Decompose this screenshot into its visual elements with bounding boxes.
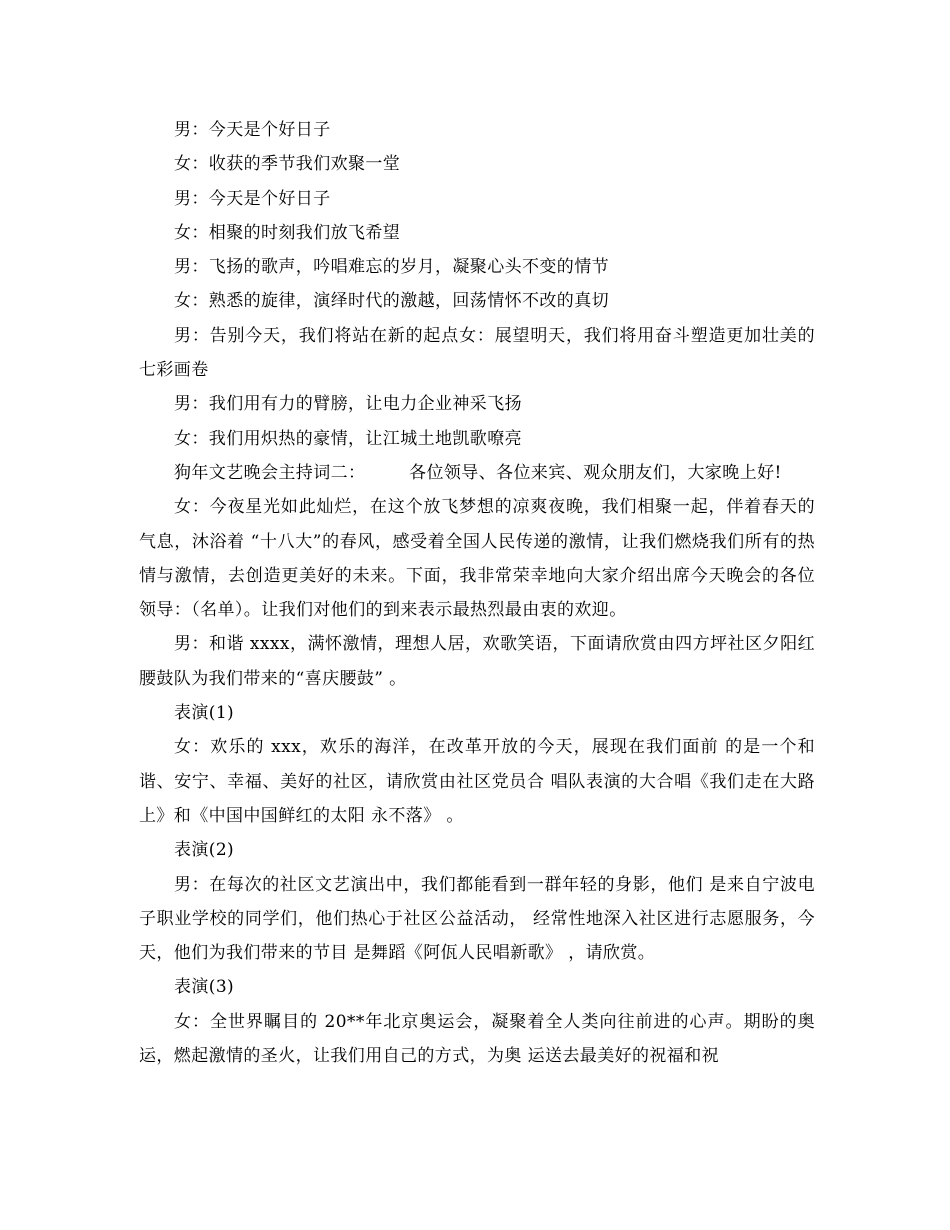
dialogue-line: 女：相聚的时刻我们放飞希望 bbox=[174, 222, 401, 243]
dialogue-line: 男：今天是个好日子 bbox=[174, 188, 331, 209]
section-heading: 狗年文艺晚会主持词二： 各位领导、各位来宾、观众朋友们，大家晚上好! bbox=[174, 462, 782, 483]
dialogue-line: 女：我们用炽热的豪情，让江城土地凯歌嘹亮 bbox=[174, 428, 522, 449]
dialogue-line: 男：飞扬的歌声，吟唱难忘的岁月，凝聚心头不变的情节 bbox=[174, 257, 609, 278]
dialogue-line: 男：在每次的社区文艺演出中，我们都能看到一群年轻的身影，他们 是来自宁波电子职业学校的同学们，他们热心于社区公益活动， 经常性地深入社区进行志愿服务，今天，他们为我们带来的节目 是舞蹈《阿佤人民唱新歌》 ，请欣赏。 bbox=[139, 874, 815, 964]
dialogue-line: 女：全世界瞩目的 20**年北京奥运会，凝聚着全人类向往前进的心声。期盼的奥运，燃起激情的圣火，让我们用自己的方式，为奥 运送去最美好的祝福和祝 bbox=[139, 1011, 815, 1067]
performance-label: 表演(2) bbox=[174, 840, 235, 861]
dialogue-line: 男：今天是个好日子 bbox=[174, 120, 331, 140]
dialogue-line: 女：今夜星光如此灿烂，在这个放飞梦想的凉爽夜晚，我们相聚一起，伴着春天的气息，沐浴着 “十八大”的春风，感受着全国人民传递的激情，让我们燃烧我们所有的热情与激情，去创造更美好的未来。下面，我非常荣幸地向大家介绍出席今天晚会的各位领导：（名单）。让我们对他们的到来表示最热烈最由衷的欢迎。 bbox=[139, 497, 815, 621]
dialogue-line: 女：熟悉的旋律，演绎时代的激越，回荡情怀不改的真切 bbox=[174, 291, 609, 312]
dialogue-line: 女：欢乐的 xxx，欢乐的海洋，在改革开放的今天，展现在我们面前 的是一个和谐、安宁、幸福、美好的社区，请欣赏由社区党员合 唱队表演的大合唱《我们走在大路上》和《中国中国鲜红的太阳 永不落》 。 bbox=[139, 737, 815, 826]
document-body bbox=[139, 113, 815, 1073]
dialogue-line: 男：告别今天，我们将站在新的起点女：展望明天，我们将用奋斗塑造更加壮美的七彩画卷 bbox=[139, 325, 815, 381]
dialogue-line: 男：和谐 xxxx，满怀激情，理想人居，欢歌笑语，下面请欣赏由四方坪社区夕阳红腰鼓队为我们带来的“喜庆腰鼓” 。 bbox=[139, 634, 815, 689]
performance-label: 表演(3) bbox=[174, 977, 235, 998]
performance-label: 表演(1) bbox=[174, 703, 235, 724]
dialogue-line: 男：我们用有力的臂膀，让电力企业神采飞扬 bbox=[174, 394, 522, 415]
dialogue-line: 女：收获的季节我们欢聚一堂 bbox=[174, 154, 401, 175]
